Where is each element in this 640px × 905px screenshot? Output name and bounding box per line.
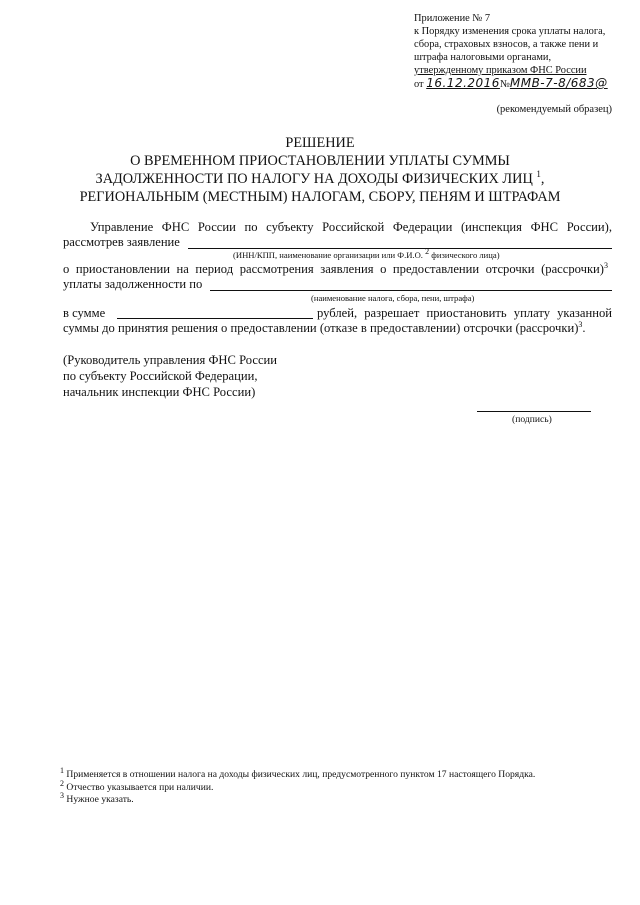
appendix-line: сбора, страховых взносов, а также пени и	[414, 39, 599, 50]
signatory-block	[63, 352, 277, 400]
tax-name-caption: (наименование налога, сбора, пени, штрафа)	[311, 293, 475, 303]
title-punct: ,	[540, 171, 545, 187]
footnote-ref: 3	[578, 319, 583, 329]
footnote	[60, 778, 535, 795]
footnote-number: 1	[60, 765, 64, 775]
body-text: суммы до принятия решения о предоставлении (отказе в предоставлении) отсрочки (рассрочки)	[63, 321, 579, 335]
appendix-line: штрафа налоговыми органами,	[414, 52, 552, 63]
body-paragraph-2	[63, 262, 612, 277]
caption-text: (ИНН/КПП, наименование организации или Ф.И.О.	[233, 250, 423, 260]
number-prefix: №	[499, 79, 510, 90]
body-text: уплаты задолженности по	[63, 277, 203, 291]
appendix-line: утвержденному приказом ФНС России	[414, 65, 587, 76]
footnote-number: 2	[60, 778, 64, 788]
body-paragraph-4	[63, 321, 586, 336]
tax-name-line[interactable]	[210, 290, 612, 291]
body-text-justified	[317, 306, 612, 321]
appendix-line: к Порядку изменения срока уплаты налога,	[414, 26, 606, 37]
handwritten-date: 16.12.2016	[426, 76, 500, 90]
title-text: ЗАДОЛЖЕННОСТИ ПО НАЛОГУ НА ДОХОДЫ ФИЗИЧЕСКИХ ЛИЦ	[95, 171, 533, 187]
body-punct: .	[582, 321, 586, 335]
body-text: рублей, разрешает приостановить уплату указанной	[317, 306, 612, 320]
title-line: РЕГИОНАЛЬНЫМ (МЕСТНЫМ) НАЛОГАМ, СБОРУ, ПЕНЯМ И ШТРАФАМ	[79, 189, 561, 205]
title-line: РЕШЕНИЕ	[285, 135, 355, 151]
signature-line[interactable]	[477, 411, 591, 412]
footnote-text: Нужное указать.	[66, 794, 134, 805]
amount-line[interactable]	[117, 318, 313, 319]
footnote	[60, 765, 536, 782]
title-line: О ВРЕМЕННОМ ПРИОСТАНОВЛЕНИИ УПЛАТЫ СУММЫ	[130, 153, 510, 169]
signature-caption: (подпись)	[512, 414, 552, 425]
signatory-line: по субъекту Российской Федерации,	[63, 369, 258, 383]
footnote	[60, 790, 535, 807]
date-prefix: от	[414, 79, 424, 90]
footnotes	[60, 765, 536, 807]
footnote-text: Отчество указывается при наличии.	[66, 781, 214, 793]
appendix-header	[414, 12, 636, 91]
body-paragraph-1: Управление ФНС России по субъекту Российской Федерации (инспекция ФНС России),	[90, 220, 612, 234]
applicant-line[interactable]	[188, 248, 612, 249]
document-title	[0, 134, 640, 206]
appendix-title: Приложение № 7	[414, 13, 491, 24]
footnote-ref: 2	[425, 247, 430, 257]
title-line	[0, 170, 640, 188]
body-text: в сумме	[63, 306, 106, 320]
applicant-caption	[233, 247, 500, 260]
footnote-ref: 3	[604, 260, 608, 270]
footnote-number: 3	[60, 790, 64, 800]
body-text: о приостановлении на период рассмотрения заявления о предоставлении отсрочки (рассрочки)	[63, 262, 604, 276]
handwritten-number: ММВ-7-8/683@	[509, 76, 608, 90]
signatory-line: (Руководитель управления ФНС России	[63, 353, 278, 367]
caption-text: физического лица)	[431, 250, 500, 260]
body-text: рассмотрев заявление	[63, 235, 180, 249]
footnote-ref: 1	[536, 169, 541, 180]
footnote-text: Применяется в отношении налога на доходы физических лиц, предусмотренного пунктом 17 настоящего Порядка.	[66, 769, 536, 780]
appendix-date-row	[414, 77, 636, 91]
signatory-line: начальник инспекции ФНС России)	[63, 385, 256, 399]
sample-note: (рекомендуемый образец)	[496, 104, 612, 115]
